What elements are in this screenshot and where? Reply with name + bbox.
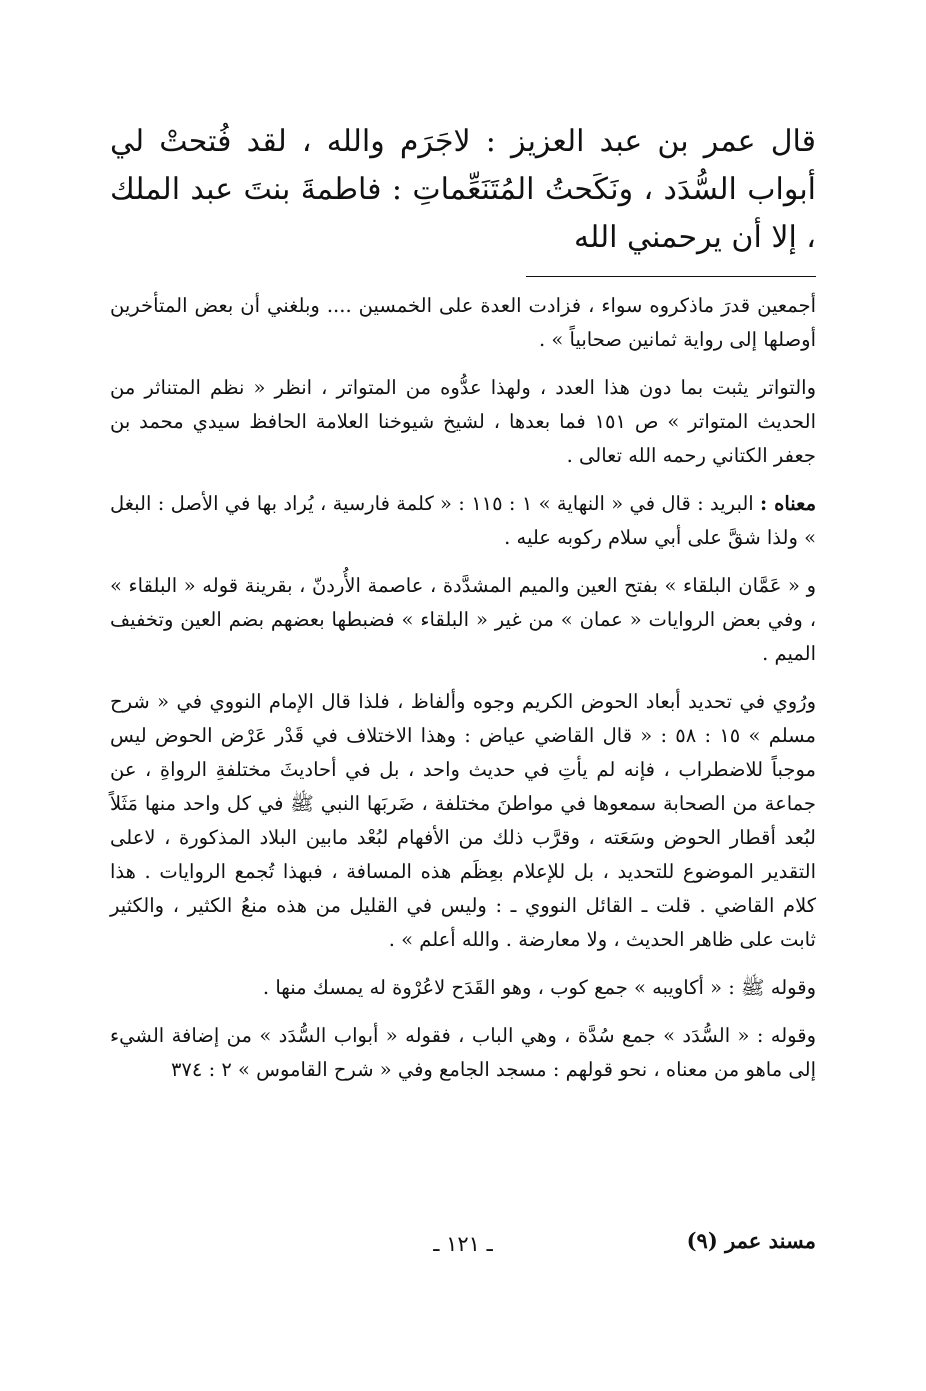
note-paragraph-2: والتواتر يثبت بما دون هذا العدد ، ولهذا عدُّوه من المتواتر ، انظر « نظم المتناثر من الحديث المتواتر » ص ١٥١ فما بعدها ، لشيخ شيوخنا العلامة الحافظ سيدي محمد بن جعفر الكتاني رحمه الله تعالى . — [110, 376, 816, 467]
volume-signature: مسند عمر (٩) — [686, 1228, 816, 1253]
note-paragraph-3-text: البريد : قال في « النهاية » ١ : ١١٥ : « كلمة فارسية ، يُراد بها في الأصل : البغل » ولذا شقَّ على أبي سلام ركوبه عليه . — [110, 492, 816, 549]
note-paragraph-5: ورُوي في تحديد أبعاد الحوض الكريم وجوه وألفاظ ، فلذا قال الإمام النووي في « شرح مسلم » ١٥ : ٥٨ : « قال القاضي عياض : وهذا الاختلاف في قَدْر عَرْض الحوض ليس موجباً للاضطراب ، فإنه لم يأتِ في حديث واحد ، بل في أحاديثَ مختلفةِ الرواةِ ، عن جماعة من الصحابة سمعوها في مواطنَ مختلفة ، ضَربَها النبي ﷺ في كل واحد منها مَثَلاً لبُعد أقطار الحوض وسَعَته ، وقرَّب ذلك من الأفهام لبُعْد مابين البلاد المذكورة ، لاعلى التقدير الموضوع للتحديد ، بل للإعلام بعِظَم هذه المسافة ، فبهذا تُجمع الروايات . هذا كلام القاضي . قلت ـ القائل النووي ـ : وليس في القليل من هذه منعُ الكثير ، والكثير ثابت على ظاهر الحديث ، ولا معارضة . والله أعلم » . — [110, 690, 816, 951]
main-text: قال عمر بن عبد العزيز : لاجَرَم والله ، لقد فُتحتْ لي أبواب السُّدَد ، ونَكَحتُ المُتَنَعِّماتِ : فاطمةَ بنتَ عبد الملك ، إلا أن يرحمني الله — [110, 124, 816, 255]
page-footer — [110, 1228, 816, 1268]
page-body — [110, 118, 816, 1101]
footnote-divider — [526, 276, 816, 277]
note-paragraph-6: وقوله ﷺ : « أكاويبه » جمع كوب ، وهو القَدَح لاعُرْوة له يمسك منها . — [262, 976, 816, 999]
notes-section — [110, 289, 816, 1087]
note-paragraph-1: أجمعين قدرَ ماذكروه سواء ، فزادت العدة على الخمسين .... وبلغني أن بعض المتأخرين أوصلها إلى رواية ثمانين صحابياً » . — [110, 294, 816, 351]
page-number: ـ ١٢١ ـ — [433, 1232, 493, 1256]
note-term-meaning: معناه : — [760, 492, 817, 515]
note-paragraph-4: و « عَمَّان البلقاء » بفتح العين والميم المشدَّدة ، عاصمة الأُردنّ ، بقرينة قوله « البلقاء » ، وفي بعض الروايات « عمان » من غير « البلقاء » فضبطها بعضهم بضم العين وتخفيف الميم . — [110, 574, 816, 665]
note-paragraph-7: وقوله : « السُّدَد » جمع سُدَّة ، وهي الباب ، فقوله « أبواب السُّدَد » من إضافة الشيء إلى ماهو من معناه ، نحو قولهم : مسجد الجامع وفي « شرح القاموس » ٢ : ٣٧٤ — [110, 1024, 816, 1081]
note-paragraph-3 — [110, 487, 816, 555]
